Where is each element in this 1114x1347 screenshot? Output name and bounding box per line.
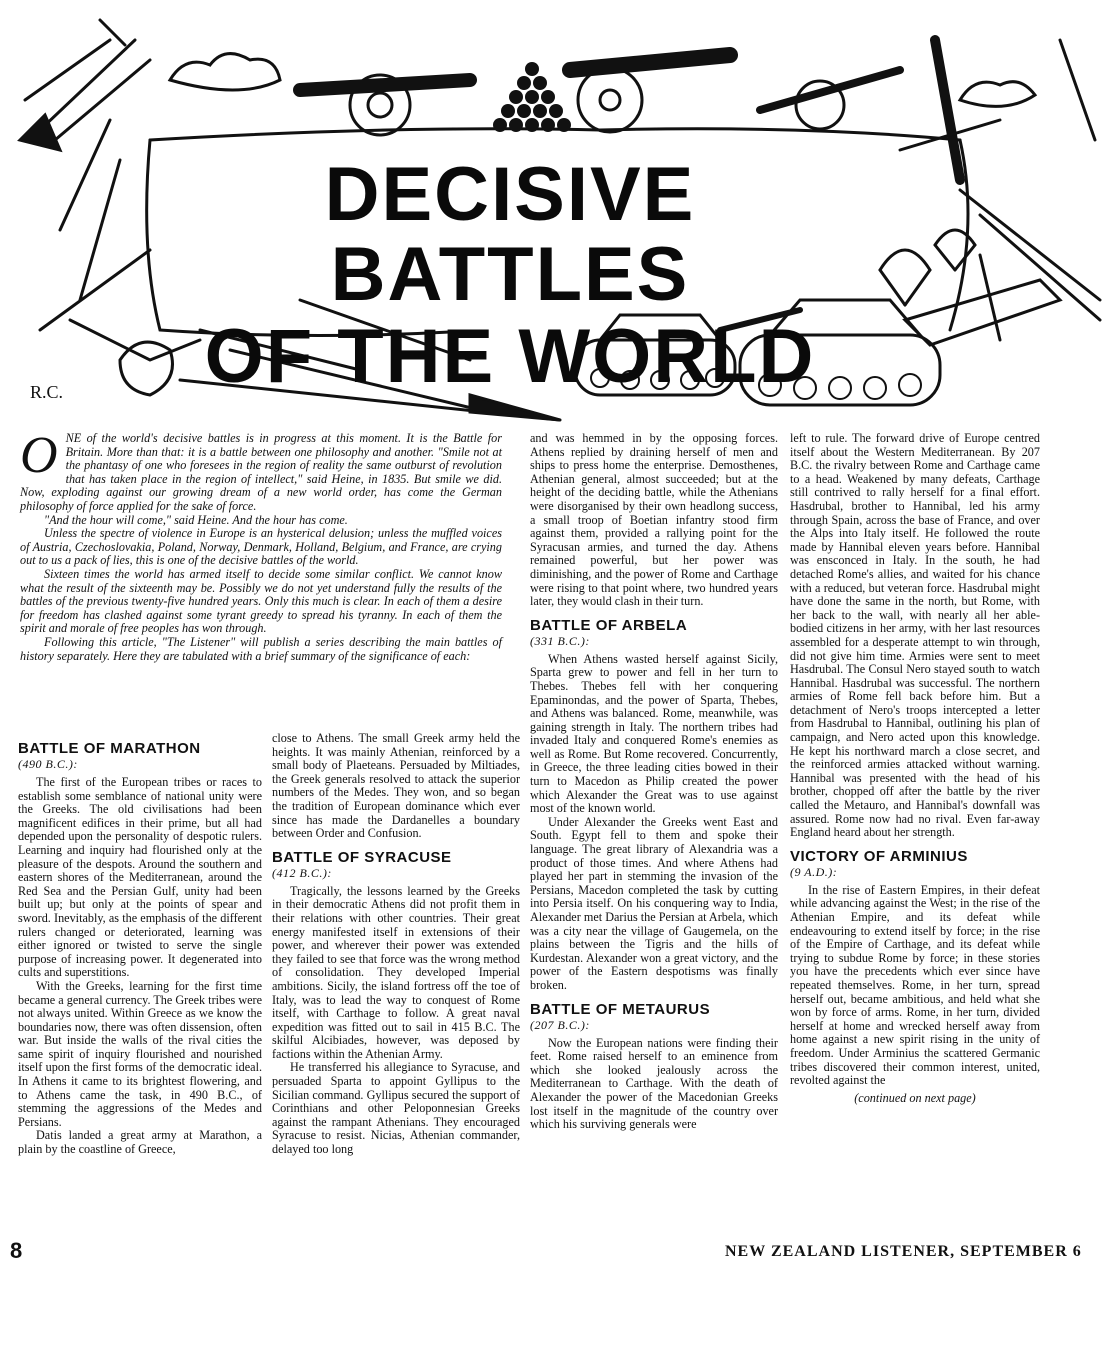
syracuse-paragraph-3: and was hemmed in by the opposing forces. Athens replied by draining herself of men and ships to press home the enterprise. Demosthenes, Athenian general, almost succeeded; but at the height of the deciding battle, while the Athenians were disorganised by their own headlong success, a small troop of Boetian infantry stood firm against them, provided a rallying point for the Syracusan armies, and turned the day. Athens remained powerful, but her power was diminishing, and the power of Rome and Carthage were rising to that point where, two hundred years later, they would clash in their turn. bbox=[530, 431, 778, 609]
artist-signature: R.C. bbox=[30, 382, 64, 402]
heading-marathon: BATTLE OF MARATHON bbox=[18, 740, 201, 757]
continued-note: (continued on next page) bbox=[854, 1090, 976, 1105]
syracuse-paragraph-1: Tragically, the lessons learned by the Greeks in their democratic Athens did not profit them in their relations with other countries. Their great energy manifested itself in extensions of their power, and wherever their power was extended they failed to see that force was the wrong method of consolidation. They developed Imperial ambitions. Sicily, the island fortress off the toe of Italy, was to lead the way to conquest of Rome itself, with Carthage to follow. A great naval expedition was fitted out to sail in 415 B.C. The skilful Alcibiades, however, was deposed by factions within the Athenian Army. bbox=[272, 883, 520, 1061]
page-number: 8 bbox=[10, 1238, 23, 1263]
column-3 bbox=[530, 432, 778, 1132]
heading-arminius: VICTORY OF ARMINIUS bbox=[790, 847, 968, 865]
column-4 bbox=[790, 432, 1040, 1105]
publication-footer: NEW ZEALAND LISTENER, SEPTEMBER 6 bbox=[725, 1243, 1082, 1260]
title-line-1: DECISIVE BATTLES bbox=[324, 152, 696, 317]
heading-metaurus: BATTLE OF METAURUS bbox=[530, 1000, 711, 1018]
date-marathon: (490 B.C.): bbox=[18, 757, 78, 771]
intro-paragraph-2: "And the hour will come," said Heine. And the hour has come. bbox=[44, 512, 348, 527]
column-2 bbox=[272, 732, 520, 1157]
intro-paragraph-3: Unless the spectre of violence in Europe is an hysterical delusion; unless the muffled voices of Austria, Czechoslovakia, Poland, Norway, Denmark, Holland, Belgium, and France, are crying out to us a pack of lies, this is one of the decisive battles of the world. bbox=[20, 526, 502, 568]
column-1 bbox=[18, 732, 262, 1157]
title-line-2: OF THE WORLD bbox=[204, 314, 816, 399]
metaurus-paragraph-2: left to rule. The forward drive of Europe centred itself about the Western Mediterranean. By 207 B.C. the rivalry between Rome and Carthage came to a head. Weakened by many defeats, Carthage still contrived to rally herself for a final effort. Hasdrubal, brother to Hannibal, led his army through Spain, across the base of France, and over the Alps into Italy itself. He followed the route made by Hannibal eleven years before. Hannibal was ensconced in Italy. In the south, he had detached Rome's allies, and waited for his chance with a reduced, but veteran force. Hasdrubal might have done the same in the north, but Rome, with her back to the wall, with nearly all her able-bodied citizens in her army, with her last resources assembled for a desperate attempt to win through, did not give him time. Armies were sent to meet Hasdrubal. The Consul Nero stayed south to watch Hannibal. Hasdrubal was successful. The northern armies of Rome fell back before him. But a detachment of Nero's troops intercepted a letter from Hasdrubal to Hannibal, outlining his plan of campaign, and Nero acted upon this knowledge. He kept his northward march a close secret, and the reinforced armies attacked without warning. Hannibal was presented with the head of his brother, chopped off after the battle by the river called the Metauro, and Hannibal's downfall was assured. Rome now had no rival. Even far-away England heard about her strength. bbox=[790, 431, 1040, 840]
intro-paragraph-5: Following this article, "The Listener" will publish a series describing the main battles of history separately. Here they are tabulated with a brief summary of the significance of each: bbox=[20, 634, 502, 663]
heading-arbela: BATTLE OF ARBELA bbox=[530, 616, 688, 634]
marathon-paragraph-4: close to Athens. The small Greek army held the heights. It was mainly Athenian, reinforced by a small body of Plaeteans. Persuaded by Miltiades, the Greek generals resolved to attack the superior numbers of the Medes. They won, and so began the tradition of European dominance which ever since has made the Dardanelles a boundary between Order and Confusion. bbox=[272, 731, 520, 841]
marathon-paragraph-2: With the Greeks, learning for the first time became a general currency. The Greek tribes were not always united. Within Greece as we know the boundaries now, there was often dissension, often war. But inside the walls of the rival cities the same spirit of inquiry flourished and nourished itself upon the first forms of the democratic ideal. In Athens it came to its brightest flowering, and to Athens came the task, in 490 B.C., of stemming the aggressions of the Medes and Persians. bbox=[18, 978, 262, 1129]
date-syracuse: (412 B.C.): bbox=[272, 865, 332, 880]
page-title bbox=[160, 152, 860, 399]
marathon-paragraph-3: Datis landed a great army at Marathon, a plain by the coastline of Greece, bbox=[18, 1128, 262, 1157]
date-metaurus: (207 B.C.): bbox=[530, 1017, 590, 1032]
intro-section bbox=[20, 427, 502, 663]
intro-paragraph-1: ONE of the world's decisive battles is in progress at this moment. It is the Battle for Britain. More than that: it is a battle between one philosophy and another. "Smile not at the phantasy of one who foresees in the region of reality the same outburst of revolution that has taken place in the region of intellect," said Heine, in 1835. But smile we did. Now, exploding against our growing dream of a new world order, has come the German philosophy of force applied for the sake of force. bbox=[20, 427, 502, 513]
arbela-paragraph-1: When Athens wasted herself against Sicily, Sparta grew to power and fell in her turn to Thebes. Thebes fell with her conquering Epaminondas, and the power of Sparta, Thebes, and Athens was balanced. Rome, meanwhile, was gaining strength in Italy. The northern tribes had invaded Italy and conquered Rome's enemies as well as Rome. But Rome recovered. Concurrently, in Greece, the three leading cities bowed in their turn to Macedon as Philip created the power which Alexander the Great was to use against most of the known world. bbox=[530, 651, 778, 816]
syracuse-paragraph-2: He transferred his allegiance to Syracuse, and persuaded Sparta to appoint Gyllipus to the Sicilian command. Gyllipus secured the support of Corinthians and other Peloponnesian Greeks against the rampant Athenians. They encouraged Syracuse to resist. Nicias, Athenian commander, delayed too long bbox=[272, 1060, 520, 1157]
intro-paragraph-4: Sixteen times the world has armed itself to decide some similar conflict. We cannot know what the result of the sixteenth may be. Possibly we do not yet understand fully the results of the battles of the previous twenty-five hundred years. Only this much is clear. In each of them a desire for freedom has clashed against some tyrant greedy to spread his tyranny. In each of them the spirit and morale of free peoples has won through. bbox=[20, 566, 502, 636]
heading-syracuse: BATTLE OF SYRACUSE bbox=[272, 848, 452, 866]
drop-cap: O bbox=[20, 427, 58, 484]
date-arbela: (331 B.C.): bbox=[530, 633, 590, 648]
marathon-paragraph-1: The first of the European tribes or races to establish some semblance of national unity were the Greeks. The old civilisations had been magnificent edifices in their prime, but all had depended upon the personality of despotic rulers. Learning and inquiry had flourished only at the pleasure of the despots. Around the southern and eastern shores of the Mediterranean, around the Red Sea and the Persian Gulf, unity had been built up; but only at the points of spear and sword. Inevitably, as the emphasis of the different rulers changed or deteriorated, learning was either ignored or twisted to serve the single purpose of increasing power. It degenerated into cults and superstitions. bbox=[18, 775, 262, 980]
arbela-paragraph-2: Under Alexander the Greeks went East and South. Egypt fell to them and spoke their language. The great library of Alexandria was a product of those times. And where Athens had played her part in stemming the invasion of the Persians, Macedon completed the task by cutting into Persia itself. On his conquering way to India, Alexander met Darius the Persian at Arbela, which was a city near the village of Gaugemela, on the plains between the Tigris and the hills of Kurdestan. Alexander won a great victory, and the power of the Eastern despotisms was finally broken. bbox=[530, 814, 778, 992]
arminius-paragraph-1: In the rise of Eastern Empires, in their defeat while advancing against the West; in the rise of the Athenian Empire, and its defeat while endeavouring to extend itself by force; in the rise of the Empire of Carthage, and its defeat while trying to subdue Rome by force; in these stories you have the precedents which ever since have repeated themselves. Rome, in her turn, spread herself out, became ambitious, and held what she won by force of arms. Rome, in her turn, divided herself at home and wrecked herself away from home against a new spirit rising in the unity of freedom. Under Arminius the scattered Germanic tribes discovered their common interest, united, revolted against the bbox=[790, 882, 1040, 1088]
date-arminius: (9 A.D.): bbox=[790, 864, 838, 879]
metaurus-paragraph-1: Now the European nations were finding their feet. Rome raised herself to an eminence from which she looked jealously across the Mediterranean to Carthage. With the death of Alexander the power of the Macedonian Greeks lost itself in the magnitude of the country over which his surviving generals were bbox=[530, 1035, 778, 1132]
